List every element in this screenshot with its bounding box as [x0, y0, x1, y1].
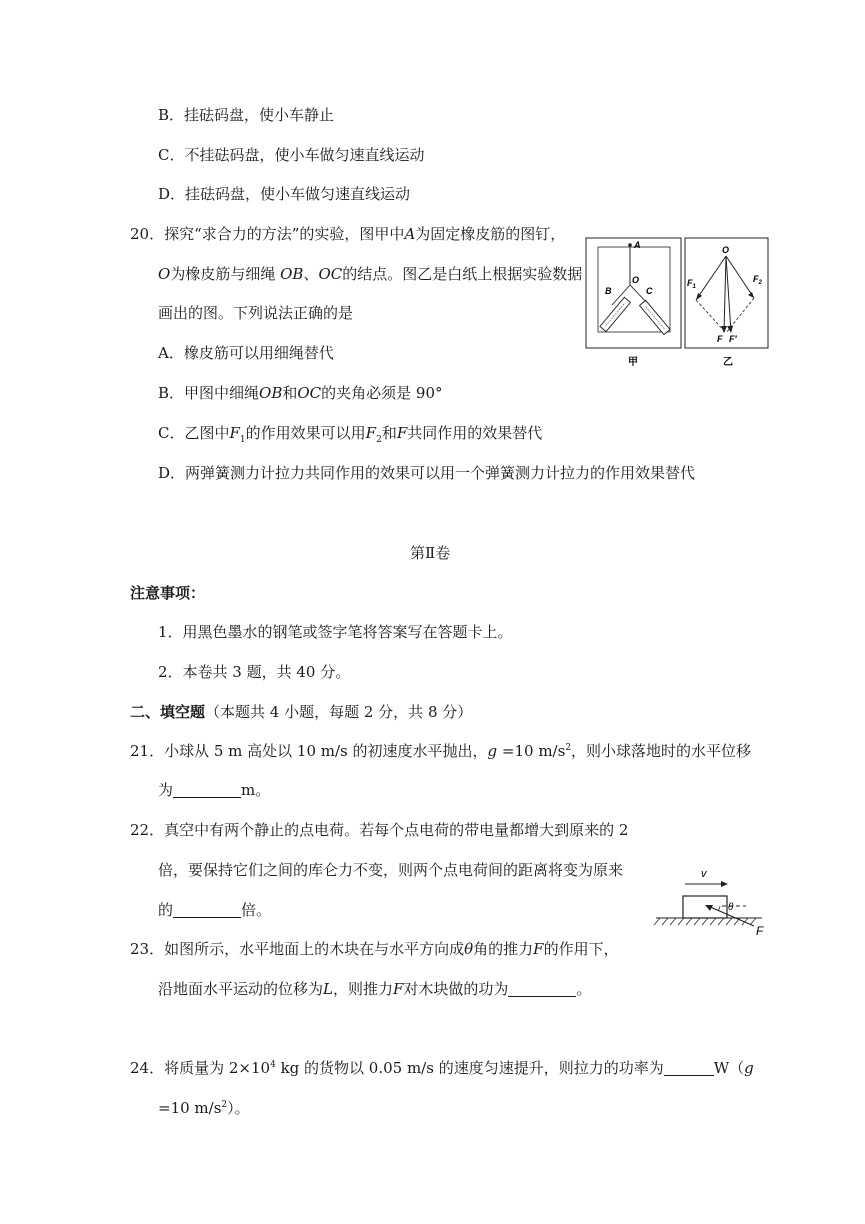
q21-line1: 21．小球从 5 m 高处以 10 m/s 的初速度水平抛出，g =10 $m/s^2$，则小球落地时的水平位移 [130, 742, 752, 760]
label-v: v [701, 868, 707, 880]
vector-f1 [696, 256, 726, 300]
q19-option-c: C．不挂砝码盘，使小车做匀速直线运动 [158, 146, 425, 164]
label-b: B [605, 286, 612, 296]
q21-line2: 为 m。 [158, 781, 271, 799]
section-title: 第Ⅱ卷 [410, 544, 451, 562]
block [683, 896, 727, 918]
q20-stem-line3: 画出的图。下列说法正确的是 [158, 304, 354, 322]
q20-option-c: C．乙图中$F_1$的作用效果可以用$F_2$和F共同作用的效果替代 [158, 424, 543, 445]
arrow-f2 [748, 292, 754, 298]
q23-figure [650, 866, 775, 938]
label-o-yi: O [722, 245, 730, 255]
q22-line2: 倍，要保持它们之间的库仑力不变，则两个点电荷间的距离将变为原来 [158, 861, 624, 879]
label-theta: θ [728, 902, 734, 913]
q20-option-d: D．两弹簧测力计拉力共同作用的效果可以用一个弹簧测力计拉力的作用效果替代 [158, 464, 696, 482]
q20-figure [583, 235, 773, 370]
arrow-f1 [696, 293, 702, 300]
q20-option-b: B．甲图中细绳OB和OC的夹角必须是 90° [158, 384, 443, 402]
label-f: F [717, 334, 723, 344]
notice-item-1: 1．用黑色墨水的钢笔或签字笔将答案写在答题卡上。 [158, 623, 513, 641]
vector-f-prime [726, 256, 731, 332]
q24-answer-blank[interactable] [664, 1061, 714, 1076]
q23-line1: 23．如图所示，水平地面上的木块在与水平方向成θ角的推力F的作用下， [130, 940, 619, 958]
q19-option-d: D．挂砝码盘，使小车做匀速直线运动 [158, 185, 411, 203]
arrow-f [721, 326, 727, 333]
notice-item-2: 2．本卷共 3 题，共 40 分。 [158, 663, 351, 681]
vector-f [724, 256, 726, 332]
q19-option-b: B．挂砝码盘，使小车静止 [158, 106, 335, 124]
arrow-f-prime [727, 326, 733, 333]
q20-stem-line1: 20．探究“求合力的方法”的实验，图甲中A为固定橡皮筋的图钉， [130, 225, 566, 243]
q20-stem-line2: O为橡皮筋与细绳 OB、OC的结点。图乙是白纸上根据实验数据 [158, 265, 583, 283]
q21-answer-blank[interactable] [173, 783, 241, 798]
q23-answer-blank[interactable] [508, 982, 576, 997]
part2-heading: 二、填空题（本题共 4 小题，每题 2 分，共 8 分） [130, 703, 473, 721]
vector-f2 [726, 256, 754, 298]
velocity-arrowhead [721, 881, 728, 887]
q24-line2: =10 $m/s^2$）。 [158, 1099, 250, 1117]
caption-yi: 乙 [723, 357, 733, 368]
dashed-1 [696, 300, 726, 333]
ground-hatching [654, 918, 756, 925]
spring-scale-right [640, 300, 671, 334]
q20-option-a: A．橡皮筋可以用细绳替代 [158, 344, 334, 362]
q22-answer-blank[interactable] [173, 903, 241, 918]
q23-line2: 沿地面水平运动的位移为L，则推力F对木块做的功为 。 [158, 980, 592, 998]
label-a: A [634, 240, 641, 250]
spring-scale-left [600, 297, 631, 331]
q22-line1: 22．真空中有两个静止的点电荷。若每个点电荷的带电量都增大到原来的 2 [130, 821, 629, 839]
label-f2: $F_2$ [753, 274, 762, 286]
caption-jia: 甲 [628, 357, 638, 368]
label-o: O [632, 275, 640, 285]
q22-line3: 的 倍。 [158, 901, 272, 919]
label-force: F [756, 924, 764, 938]
q24-line1: 24．将质量为 $2\times 10^4$ kg 的货物以 0.05 m/s 的速度匀速提升，则拉力的功率为 W（g [130, 1059, 754, 1077]
label-c: C [646, 286, 653, 296]
notice-title: 注意事项： [130, 584, 206, 602]
label-f1: $F_1$ [687, 278, 696, 290]
label-f-prime: F′ [729, 334, 737, 344]
